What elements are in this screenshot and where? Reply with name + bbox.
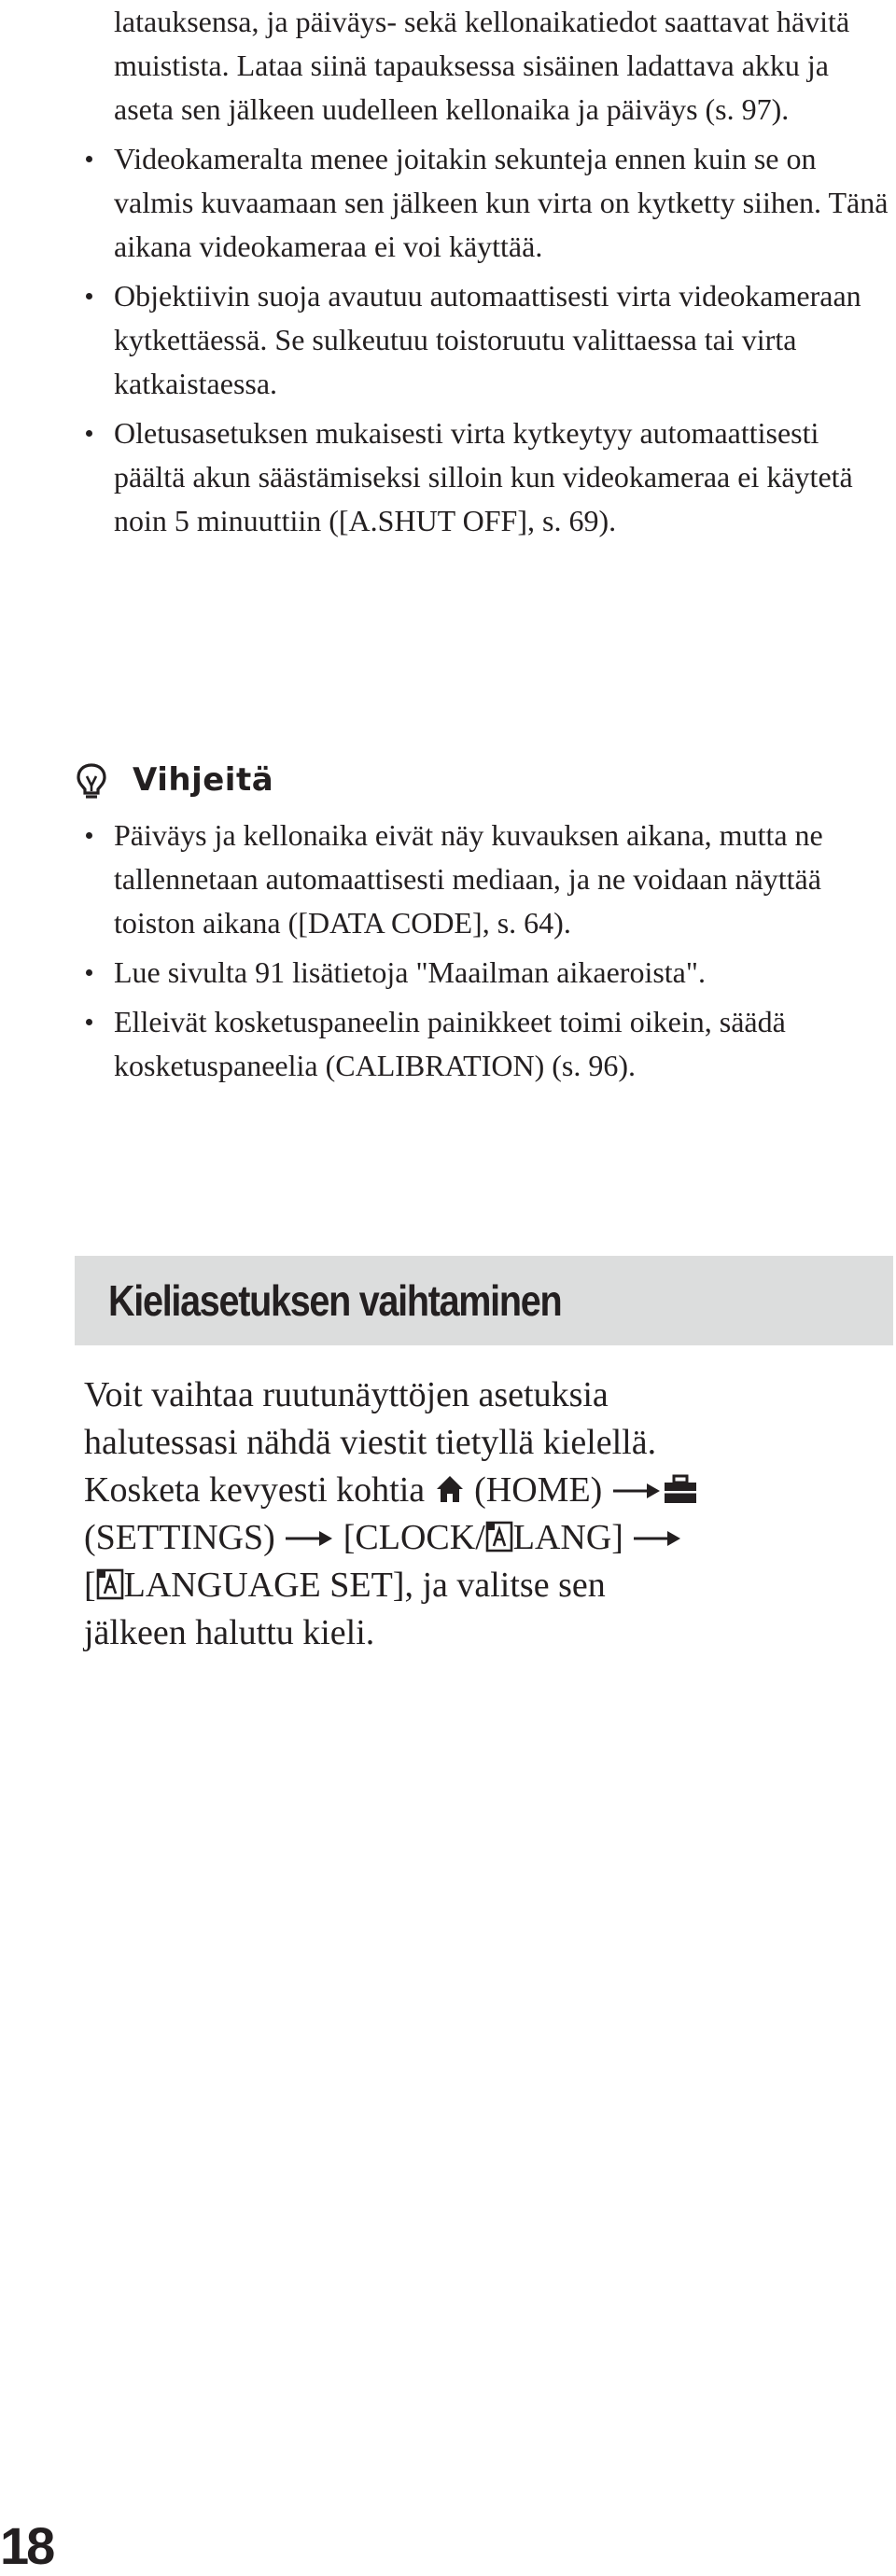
hints-title: Vihjeitä <box>133 761 274 799</box>
hints-bullet-list <box>114 814 893 1093</box>
body-line <box>84 1514 887 1562</box>
list-item-text: Päiväys ja kellonaika eivät näy kuvauksen aikana, mutta ne tallennetaan automaattisesti mediaan, ja ne voidaan näyttää toiston aikana ([DATA CODE], s. 64). <box>114 818 823 940</box>
list-item-text: Elleivät kosketuspaneelin painikkeet toimi oikein, säädä kosketuspaneelia (CALIBRATION) (s. 96). <box>114 1005 786 1082</box>
arrow-right-icon <box>611 1477 662 1505</box>
list-item-continued <box>114 0 893 132</box>
body-text-run: Kosketa kevyesti kohtia <box>84 1470 434 1510</box>
body-line <box>84 1419 887 1467</box>
list-item <box>114 137 893 269</box>
toolbox-icon <box>662 1473 699 1505</box>
body-line <box>84 1609 887 1657</box>
body-line <box>84 1467 887 1514</box>
bullet-dot-icon <box>86 293 92 299</box>
list-item <box>114 951 893 995</box>
list-item <box>114 411 893 543</box>
bullet-dot-icon <box>86 1019 92 1025</box>
page-number: 18 <box>0 2516 53 2575</box>
bullet-dot-icon <box>86 832 92 839</box>
hints-heading <box>75 756 273 804</box>
body-text-run: halutessasi nähdä viestit tietyllä kielellä. <box>84 1423 657 1462</box>
language-a-icon <box>96 1568 124 1600</box>
list-item-text: Lue sivulta 91 lisätietoja "Maailman aikaeroista". <box>114 955 706 989</box>
bullet-dot-icon <box>86 156 92 162</box>
body-text-run: [ <box>84 1566 96 1605</box>
section-title: Kieliasetuksen vaihtaminen <box>108 1276 562 1325</box>
home-icon <box>434 1473 466 1505</box>
top-bullet-list <box>114 0 893 549</box>
list-item <box>114 1000 893 1088</box>
list-item-text: Videokameralta menee joitakin sekunteja ennen kuin se on valmis kuvaamaan sen jälkeen kun virta on kytketty siihen. Tänä aikana videokameraa ei voi käyttää. <box>114 142 889 263</box>
lightbulb-icon <box>75 759 108 801</box>
body-line <box>84 1562 887 1609</box>
arrow-right-icon <box>284 1525 334 1553</box>
bullet-dot-icon <box>86 969 92 976</box>
body-text-run: LANG] <box>512 1518 633 1557</box>
body-text-run: [CLOCK/ <box>334 1518 485 1557</box>
body-text-run: LANGUAGE SET], ja valitse sen <box>123 1566 606 1605</box>
body-text-run: (HOME) <box>465 1470 611 1510</box>
list-item <box>114 814 893 945</box>
body-text-run: jälkeen haluttu kieli. <box>84 1613 375 1652</box>
body-text-run: (SETTINGS) <box>84 1518 285 1557</box>
section-heading-bar <box>75 1256 893 1345</box>
body-line <box>84 1372 887 1419</box>
list-item-text: Oletusasetuksen mukaisesti virta kytkeytyy automaattisesti päältä akun säästämiseksi silloin kun videokameraa ei käytetä noin 5 minuuttiin ([A.SHUT OFF], s. 69). <box>114 416 853 537</box>
list-item <box>114 274 893 406</box>
bullet-dot-icon <box>86 430 92 437</box>
list-item-text: latauksensa, ja päiväys- sekä kellonaikatiedot saattavat hävitä muistista. Lataa siinä tapauksessa sisäinen ladattava akku ja aseta sen jälkeen uudelleen kellonaika ja päiväys (s. 97). <box>114 5 850 126</box>
section-body <box>84 1372 887 1657</box>
body-text-run: Voit vaihtaa ruutunäyttöjen asetuksia <box>84 1375 609 1414</box>
language-a-icon <box>485 1521 513 1553</box>
arrow-right-icon <box>632 1525 682 1553</box>
list-item-text: Objektiivin suoja avautuu automaattisesti virta videokameraan kytkettäessä. Se sulkeutuu toistoruutu valittaessa tai virta katkaistaessa. <box>114 279 861 400</box>
